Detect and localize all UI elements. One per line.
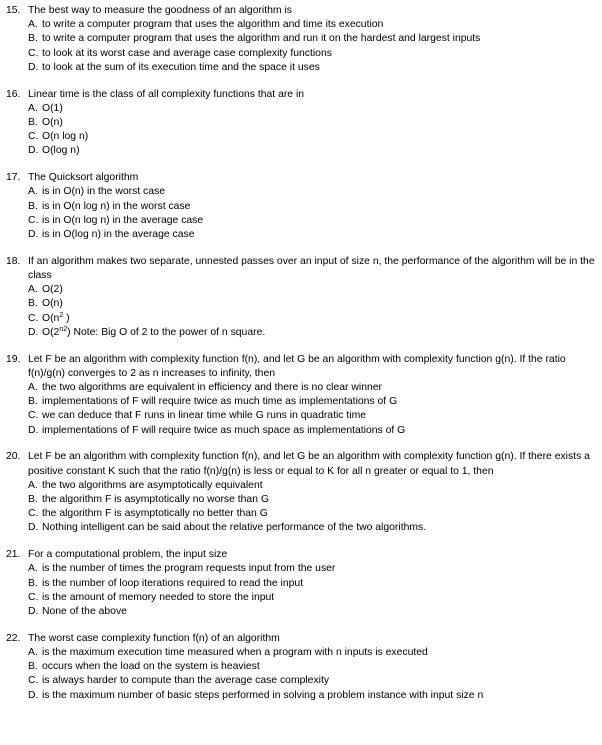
choice-text: is in O(n log n) in the average case	[42, 214, 204, 226]
choice-text: the algorithm F is asymptotically no better than G	[42, 508, 268, 520]
choice-text: to write a computer program that uses the algorithm and run it on the hardest and largest inputs	[42, 33, 481, 45]
choice-text: O(n log n)	[42, 131, 89, 143]
choice-text: is in O(n) in the worst case	[42, 186, 165, 198]
question-15	[6, 4, 598, 75]
choice-text: the two algorithms are asymptotically equivalent	[42, 479, 263, 491]
question-text: The best way to measure the goodness of an algorithm is	[28, 5, 292, 16]
choice-b	[6, 577, 598, 591]
choice-text: None of the above	[42, 606, 127, 618]
choice-letter: B.	[28, 577, 38, 589]
question-stem	[6, 255, 598, 283]
choice-text: the algorithm F is asymptotically no worse than G	[42, 494, 269, 506]
choice-text: is the maximum execution time measured when a program with n inputs is executed	[42, 647, 428, 659]
question-number: 19.	[6, 353, 21, 365]
choice-text: O(2)	[42, 284, 63, 296]
choice-text: implementations of F will require twice as much space as implementations of G	[42, 424, 406, 436]
question-20	[6, 450, 598, 535]
choice-c	[6, 214, 598, 228]
choice-letter: A.	[28, 479, 38, 491]
question-text: Let F be an algorithm with complexity function f(n), and let G be an algorithm with complexity function g(n). If the ratio f(n)/g(n) converges to 2 as n increases to infinity, then	[28, 353, 566, 379]
choice-d	[6, 689, 598, 703]
choice-letter: C.	[28, 312, 39, 324]
choice-letter: A.	[28, 186, 38, 198]
choice-b	[6, 493, 598, 507]
choice-text: is in O(n log n) in the worst case	[42, 200, 191, 212]
choice-text: is the amount of memory needed to store the input	[42, 591, 275, 603]
quiz-page	[6, 4, 598, 715]
choice-letter: A.	[28, 563, 38, 575]
question-text: The worst case complexity function f(n) of an algorithm	[28, 632, 280, 644]
choice-a	[6, 381, 598, 395]
question-stem	[6, 548, 598, 562]
choice-letter: B.	[28, 33, 38, 45]
choice-letter: C.	[28, 675, 39, 687]
question-text: Let F be an algorithm with complexity function f(n), and let G be an algorithm with complexity function g(n). If there exists a positive constant K such that the ratio f(n)/g(n) is less or equal to K for all n greater or equal to 1, then	[28, 451, 590, 477]
question-text: The Quicksort algorithm	[28, 172, 139, 184]
choice-letter: D.	[28, 689, 39, 701]
choice-b	[6, 32, 598, 46]
question-text: If an algorithm makes two separate, unnested passes over an input of size n, the performance of the algorithm will be in the class	[28, 255, 595, 282]
choice-b	[6, 660, 598, 674]
choice-text: O(1)	[42, 102, 63, 114]
choice-text: the two algorithms are equivalent in efficiency and there is no clear winner	[42, 382, 382, 394]
choice-letter: A.	[28, 284, 38, 296]
question-text: For a computational problem, the input size	[28, 549, 228, 561]
choice-letter: A.	[28, 647, 38, 659]
choice-letter: C.	[28, 591, 39, 603]
question-stem	[6, 353, 598, 381]
choice-c	[6, 47, 598, 61]
choice-letter: B.	[28, 298, 38, 310]
choice-text: to look at the sum of its execution time and the space it uses	[42, 61, 320, 73]
choice-text: implementations of F will require twice as much time as implementations of G	[42, 396, 398, 408]
choice-text: is the number of loop iterations required to read the input	[42, 577, 304, 589]
choice-letter: B.	[28, 396, 38, 408]
choice-c	[6, 130, 598, 144]
choice-letter: C.	[28, 47, 39, 59]
choice-c	[6, 507, 598, 521]
question-16	[6, 88, 598, 159]
choice-letter: A.	[28, 19, 38, 31]
question-19	[6, 353, 598, 438]
choice-d	[6, 144, 598, 158]
choice-b	[6, 395, 598, 409]
choice-d	[6, 605, 598, 619]
question-number: 20.	[6, 451, 21, 463]
question-stem	[6, 632, 598, 646]
choice-text: is the number of times the program requests input from the user	[42, 563, 336, 575]
choice-text-pre: O(2	[42, 326, 60, 338]
question-stem	[6, 171, 598, 185]
choice-text: O(n)	[42, 298, 63, 310]
question-number: 15.	[6, 5, 21, 16]
exponent: n2	[59, 325, 68, 333]
choice-c	[6, 409, 598, 423]
choice-letter: C.	[28, 410, 39, 422]
exponent: 2	[59, 311, 64, 319]
choice-text: we can deduce that F runs in linear time while G runs in quadratic time	[42, 410, 366, 422]
choice-letter: D.	[28, 326, 39, 338]
choice-a	[6, 562, 598, 576]
choice-d	[6, 521, 598, 535]
choice-text	[42, 312, 598, 326]
question-21	[6, 548, 598, 619]
choice-text: to write a computer program that uses the algorithm and time its execution	[42, 19, 384, 31]
choice-a	[6, 185, 598, 199]
question-number: 17.	[6, 172, 21, 184]
choice-a	[6, 283, 598, 297]
question-22	[6, 632, 598, 703]
choice-letter: A.	[28, 382, 38, 394]
question-number: 21.	[6, 549, 21, 561]
choice-text: O(log n)	[42, 145, 80, 157]
choice-letter: D.	[28, 522, 39, 534]
choice-text: occurs when the load on the system is heaviest	[42, 661, 260, 673]
choice-text: O(n)	[42, 117, 63, 129]
choice-letter: B.	[28, 117, 38, 129]
question-stem	[6, 450, 598, 478]
question-17	[6, 171, 598, 242]
question-18	[6, 255, 598, 340]
choice-letter: D.	[28, 424, 39, 436]
choice-letter: A.	[28, 102, 38, 114]
choice-c	[6, 591, 598, 605]
choice-text: is in O(log n) in the average case	[42, 229, 195, 241]
choice-d	[6, 228, 598, 242]
question-text: Linear time is the class of all complexity functions that are in	[28, 88, 305, 100]
choice-text: to look at its worst case and average case complexity functions	[42, 47, 332, 59]
choice-d	[6, 326, 598, 340]
question-stem	[6, 4, 598, 18]
choice-letter: D.	[28, 61, 39, 73]
choice-letter: B.	[28, 200, 38, 212]
choice-letter: D.	[28, 145, 39, 157]
choice-letter: D.	[28, 606, 39, 618]
question-stem	[6, 88, 598, 102]
choice-letter: B.	[28, 494, 38, 506]
choice-b	[6, 297, 598, 311]
question-number: 16.	[6, 88, 21, 100]
choice-letter: B.	[28, 661, 38, 673]
question-number: 22.	[6, 632, 21, 644]
choice-text: Nothing intelligent can be said about the relative performance of the two algorithms.	[42, 522, 427, 534]
choice-d	[6, 424, 598, 438]
choice-c	[6, 312, 598, 326]
choice-c	[6, 674, 598, 688]
choice-letter: D.	[28, 229, 39, 241]
choice-text: is always harder to compute than the average case complexity	[42, 675, 330, 687]
choice-a	[6, 479, 598, 493]
choice-b	[6, 116, 598, 130]
choice-b	[6, 200, 598, 214]
choice-d	[6, 61, 598, 75]
choice-text: is the maximum number of basic steps performed in solving a problem instance with input size n	[42, 689, 484, 701]
choice-text-pre: O(n	[42, 312, 60, 324]
choice-letter: C.	[28, 214, 39, 226]
choice-a	[6, 18, 598, 32]
choice-text-post: )	[63, 312, 70, 324]
choice-letter: C.	[28, 508, 39, 520]
question-number: 18.	[6, 255, 21, 267]
choice-letter: C.	[28, 131, 39, 143]
choice-a	[6, 646, 598, 660]
choice-text	[42, 326, 598, 340]
choice-a	[6, 102, 598, 116]
choice-text-post: ) Note: Big O of 2 to the power of n square.	[67, 326, 266, 338]
